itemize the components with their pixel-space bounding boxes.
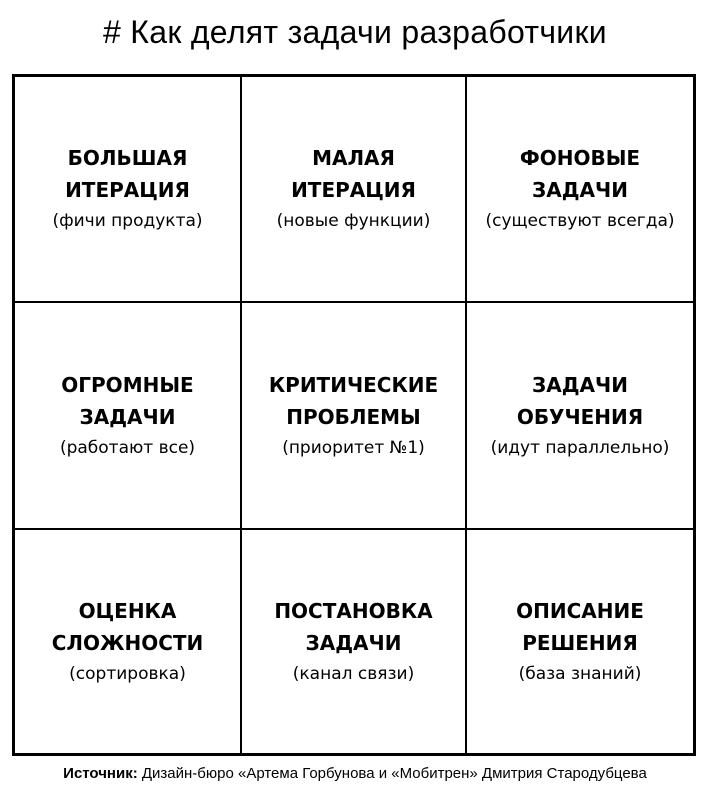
cell-title: ФОНОВЫЕ ЗАДАЧИ bbox=[519, 146, 641, 202]
cell-note: (фичи продукта) bbox=[52, 211, 203, 231]
source-credit bbox=[0, 764, 710, 784]
grid-cell-big-iteration bbox=[15, 77, 242, 303]
cell-note: (идут параллельно) bbox=[490, 437, 670, 458]
page-title: # Как делят задачи разработчики bbox=[103, 14, 607, 50]
cell-note: (работают все) bbox=[59, 437, 196, 458]
cell-title: МАЛАЯ ИТЕРАЦИЯ bbox=[291, 146, 416, 202]
grid-cell-small-iteration bbox=[242, 77, 467, 303]
cell-note: (база знаний) bbox=[518, 663, 642, 684]
task-grid bbox=[12, 74, 696, 756]
grid-cell-solution-description bbox=[467, 530, 693, 753]
grid-cell-learning-tasks bbox=[467, 303, 693, 530]
cell-note: (существуют всегда) bbox=[485, 211, 675, 231]
cell-title: ОПИСАНИЕ РЕШЕНИЯ bbox=[516, 598, 644, 655]
cell-note: (сортировка) bbox=[69, 663, 186, 684]
cell-title: КРИТИЧЕСКИЕ ПРОБЛЕМЫ bbox=[268, 372, 439, 429]
cell-title: ОЦЕНКА СЛОЖНОСТИ bbox=[51, 598, 204, 655]
grid-cell-critical-problems bbox=[242, 303, 467, 530]
grid-cell-task-statement bbox=[242, 530, 467, 753]
cell-note: (новые функции) bbox=[276, 211, 431, 231]
cell-title: БОЛЬШАЯ ИТЕРАЦИЯ bbox=[65, 146, 190, 202]
cell-note: (канал связи) bbox=[292, 663, 415, 684]
source-text: Дизайн-бюро «Артема Горбунова и «Мобитрен» Дмитрия Стародубцева bbox=[137, 765, 647, 782]
source-label: Источник: bbox=[63, 765, 138, 782]
grid-cell-complexity-estimate bbox=[15, 530, 242, 753]
cell-note: (приоритет №1) bbox=[282, 437, 425, 458]
grid-cell-huge-tasks bbox=[15, 303, 242, 530]
cell-title: ЗАДАЧИ ОБУЧЕНИЯ bbox=[516, 372, 644, 429]
cell-title: ПОСТАНОВКА ЗАДАЧИ bbox=[274, 598, 433, 655]
grid-cell-background-tasks bbox=[467, 77, 693, 303]
cell-title: ОГРОМНЫЕ ЗАДАЧИ bbox=[61, 372, 194, 429]
